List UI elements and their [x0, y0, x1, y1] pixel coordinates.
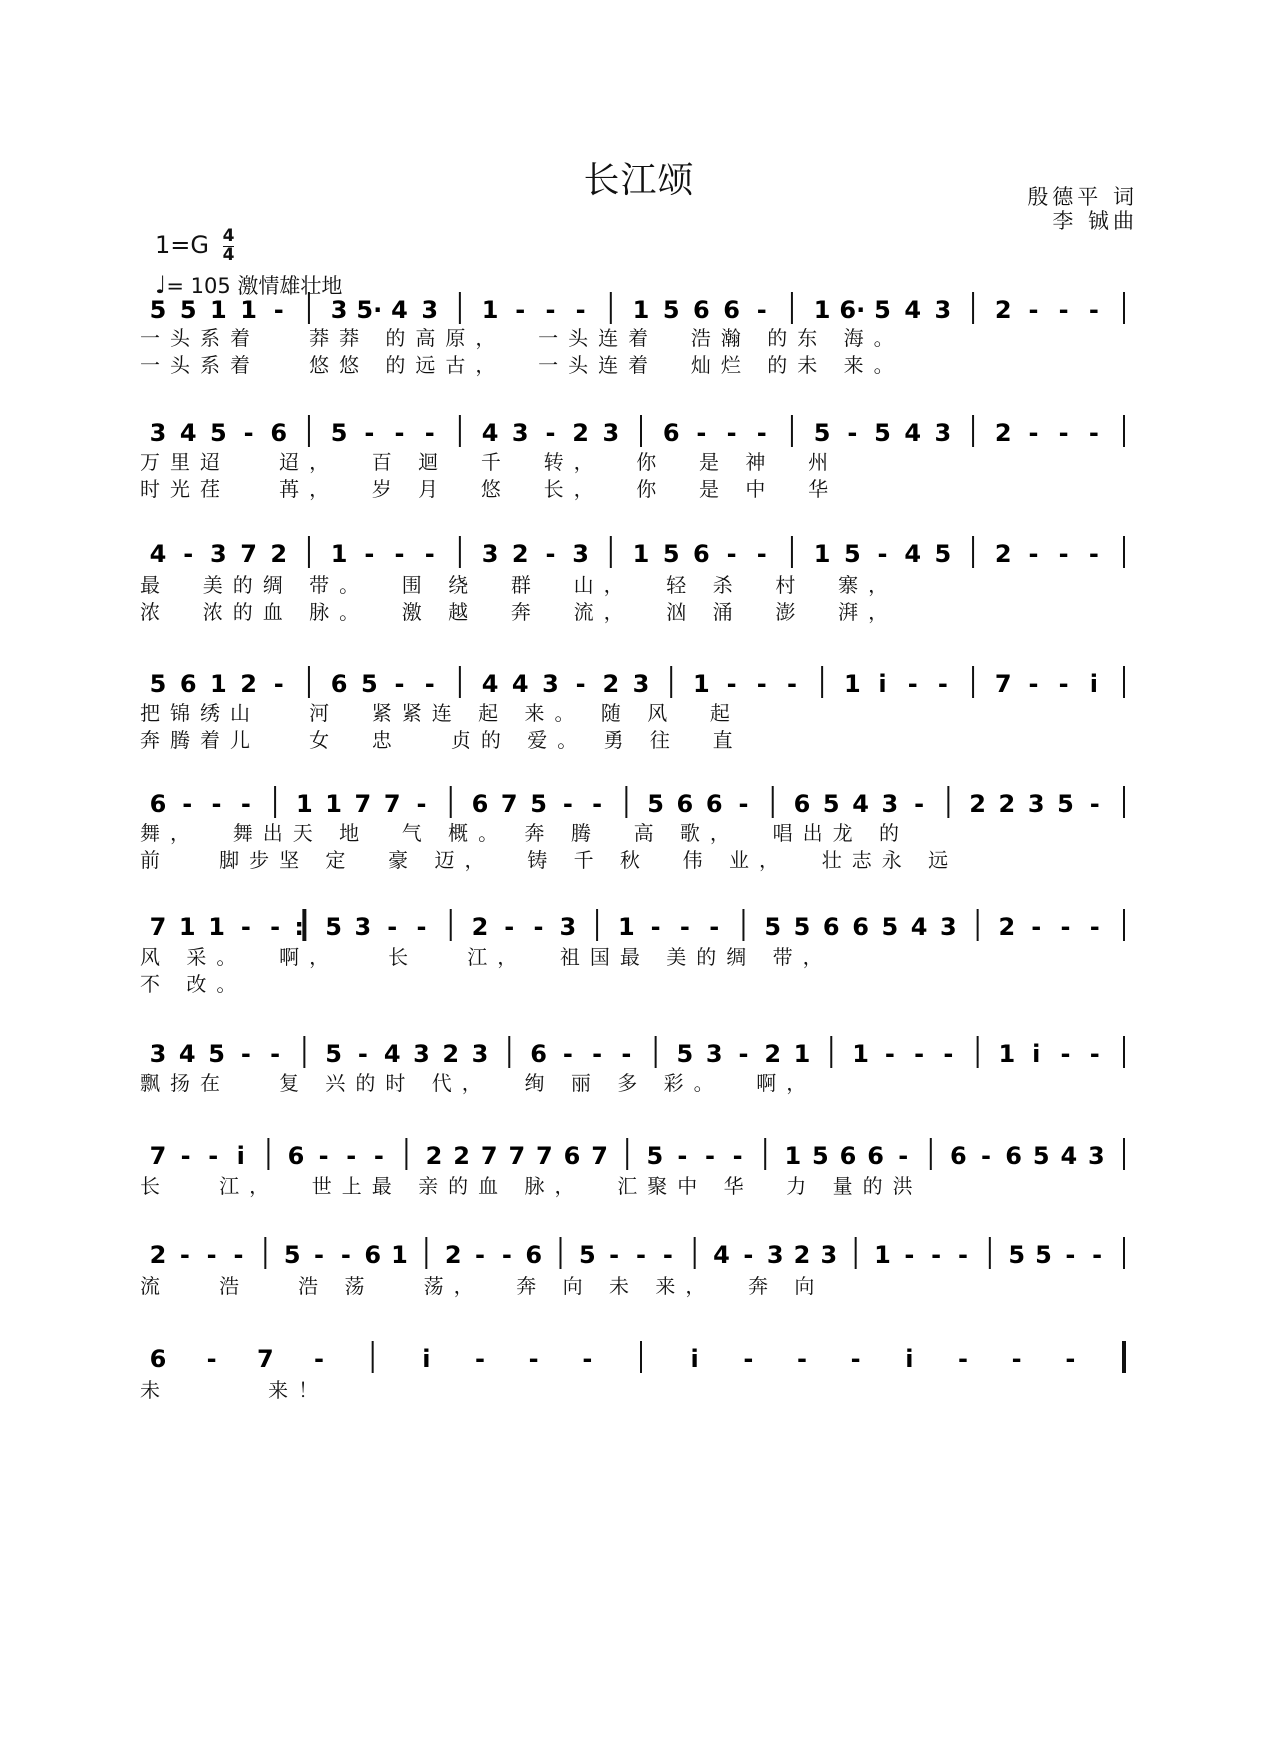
note-number: 3 [940, 913, 957, 941]
dash-hold: - [1011, 1345, 1022, 1373]
dash-hold: - [943, 1040, 954, 1068]
end-bar-mark: : [294, 913, 304, 941]
note-number: 5 [325, 913, 342, 941]
dash-hold: - [847, 419, 858, 447]
dash-hold: - [662, 1241, 673, 1269]
note-number: 2 [998, 790, 1016, 818]
lyric-line: 最 美的绸 带。 围 绕 群 山， 轻 杀 村 寨， [140, 573, 899, 597]
note-number: 6 [1005, 1142, 1022, 1170]
note-number: 6· [839, 296, 866, 324]
note-number: 6 [179, 670, 197, 698]
note-number: 1 [178, 913, 196, 941]
dash-hold: - [424, 670, 435, 698]
note-number: 6 [563, 1142, 581, 1170]
note-number: 4 [713, 1241, 730, 1269]
dash-hold: - [240, 790, 251, 818]
note-number: 5 [283, 1241, 301, 1269]
dash-hold: - [206, 1345, 217, 1373]
note-number: 1 [852, 1040, 869, 1068]
note-number: 2 [998, 913, 1016, 941]
note-number: 5 [149, 296, 167, 324]
note-number: 5 [764, 913, 782, 941]
note-number: 2 [994, 296, 1012, 324]
dash-hold: - [877, 540, 888, 568]
note-number: 1 [874, 1241, 891, 1269]
dash-hold: - [696, 419, 707, 447]
note-number: 2 [994, 540, 1012, 568]
note-number: 4 [391, 296, 408, 324]
dash-hold: - [240, 1040, 251, 1068]
note-number: 2 [471, 913, 489, 941]
dash-hold: - [424, 419, 435, 447]
lyric-line: 浓 浓的血 脉。 激 越 奔 流， 汹 涌 澎 湃， [140, 600, 899, 624]
dash-hold: - [1089, 790, 1100, 818]
note-number: 3 [559, 913, 577, 941]
dash-hold: - [726, 419, 737, 447]
dash-hold: - [1060, 1040, 1071, 1068]
dash-hold: - [743, 1345, 754, 1373]
note-number: 4 [383, 1040, 401, 1068]
note-number: 3 [210, 540, 227, 568]
note-number: 2 [444, 1241, 462, 1269]
dash-hold: - [705, 1142, 715, 1170]
note-number: 4 [852, 790, 869, 818]
note-number: 5 [1035, 1241, 1052, 1269]
note-number: 5 [647, 790, 664, 818]
note-number: 7 [536, 1142, 553, 1170]
note-number: 6 [149, 1345, 167, 1373]
note-number: 6 [693, 296, 710, 324]
note-number: 1 [618, 913, 635, 941]
dash-hold: - [914, 790, 925, 818]
note-number: 3 [705, 1040, 723, 1068]
dash-hold: - [424, 540, 435, 568]
dash-hold: - [797, 1345, 807, 1373]
lyric-line: 万里迢 迢， 百 迴 千 转， 你 是 神 州 [140, 450, 839, 474]
dash-hold: - [1088, 419, 1099, 447]
note-number: 6 [525, 1241, 543, 1269]
dash-hold: - [273, 296, 284, 324]
dash-hold: - [958, 1241, 968, 1269]
note-number: 5 [813, 419, 831, 447]
note-number: i [1089, 670, 1098, 698]
dash-hold: - [1028, 670, 1039, 698]
dash-hold: - [394, 670, 405, 698]
dash-hold: - [1088, 296, 1099, 324]
dash-hold: - [1089, 913, 1100, 941]
note-number: 5 [210, 419, 227, 447]
dash-hold: - [1058, 419, 1069, 447]
note-number: 2 [994, 419, 1012, 447]
note-number: 4 [178, 1040, 196, 1068]
dash-hold: - [180, 1142, 191, 1170]
dash-hold: - [1028, 296, 1039, 324]
note-number: 7 [591, 1142, 608, 1170]
dash-hold: - [621, 1040, 632, 1068]
note-number: 6 [270, 419, 288, 447]
dash-hold: - [1058, 540, 1069, 568]
note-number: 1 [210, 670, 227, 698]
dash-hold: - [937, 670, 948, 698]
note-number: 5 [793, 913, 811, 941]
note-number: i [236, 1142, 245, 1170]
dash-hold: - [346, 1142, 357, 1170]
dash-hold: - [243, 419, 254, 447]
note-number: 1 [813, 540, 831, 568]
note-number: 1 [843, 670, 861, 698]
note-number: 4 [910, 913, 928, 941]
note-number: 5 [662, 540, 680, 568]
note-number: 3 [413, 1040, 430, 1068]
note-number: 3 [632, 670, 650, 698]
note-number: 5 [1057, 790, 1074, 818]
note-number: 7 [240, 540, 257, 568]
note-number: 2 [149, 1241, 167, 1269]
note-number: 2 [793, 1241, 811, 1269]
dash-hold: - [528, 1345, 539, 1373]
note-number: 6 [950, 1142, 967, 1170]
dash-hold: - [726, 540, 737, 568]
note-number: 6 [471, 790, 489, 818]
dash-hold: - [732, 1142, 743, 1170]
dash-hold: - [650, 913, 661, 941]
note-number: 3 [542, 670, 559, 698]
dash-hold: - [931, 1241, 942, 1269]
note-number: 2 [442, 1040, 460, 1068]
dash-hold: - [208, 1142, 219, 1170]
note-number: 6 [149, 790, 167, 818]
note-number: 3 [1027, 790, 1045, 818]
note-number: 5 [208, 1040, 225, 1068]
dash-hold: - [609, 1241, 620, 1269]
note-number: 2 [969, 790, 986, 818]
note-number: 3 [572, 540, 589, 568]
note-number: 3 [354, 913, 372, 941]
dash-hold: - [907, 670, 918, 698]
dash-hold: - [786, 670, 797, 698]
dash-hold: - [183, 540, 194, 568]
dash-hold: - [515, 296, 526, 324]
lyric-line: 奔腾着儿 女 忠 贞的 爱。 勇 往 直 [140, 728, 743, 752]
time-signature-bottom: 4 [222, 245, 235, 265]
dash-hold: - [394, 540, 405, 568]
note-number: 3 [881, 790, 899, 818]
note-number: 7 [256, 1345, 274, 1373]
note-number: 3 [602, 419, 620, 447]
note-number: i [422, 1345, 431, 1373]
note-number: 6 [287, 1142, 305, 1170]
note-number: 5 [1032, 1142, 1050, 1170]
dash-hold: - [364, 540, 375, 568]
note-number: 6 [723, 296, 740, 324]
dash-hold: - [592, 790, 603, 818]
dash-hold: - [501, 1241, 512, 1269]
dash-hold: - [756, 540, 767, 568]
note-number: 4 [1060, 1142, 1078, 1170]
lyric-line: 把锦绣山 河 紧紧连 起 来。 随 风 起 [140, 701, 740, 725]
lyricist-credit: 殷德平 词 [1027, 185, 1138, 209]
quarter-note-icon: ♩ [155, 271, 167, 299]
note-number: 7 [149, 913, 167, 941]
note-number: 5 [822, 790, 840, 818]
note-number: 5 [646, 1142, 664, 1170]
note-number: 3 [511, 419, 529, 447]
note-number: i [690, 1345, 699, 1373]
note-number: 3 [149, 419, 167, 447]
dash-hold: - [898, 1142, 909, 1170]
note-number: 1 [325, 790, 342, 818]
note-number: 5 [578, 1241, 596, 1269]
dash-hold: - [677, 1142, 688, 1170]
lyric-line: 未 来！ [140, 1378, 329, 1402]
dash-hold: - [1031, 913, 1042, 941]
note-number: 1 [391, 1241, 408, 1269]
dash-hold: - [394, 419, 405, 447]
note-number: 3 [820, 1241, 838, 1269]
note-number: 2 [764, 1040, 782, 1068]
note-number: 7 [149, 1142, 167, 1170]
lyric-line: 前 脚步坚 定 豪 迈， 铸 千 秋 伟 业， 壮志永 远 [140, 848, 959, 872]
dash-hold: - [387, 913, 398, 941]
dash-hold: - [364, 419, 375, 447]
dash-hold: - [709, 913, 720, 941]
note-number: 3 [934, 419, 952, 447]
note-number: 7 [994, 670, 1012, 698]
note-number: 6 [330, 670, 348, 698]
note-number: 4 [481, 419, 499, 447]
dash-hold: - [373, 1142, 384, 1170]
note-number: 5· [356, 296, 383, 324]
note-number: 5 [881, 913, 899, 941]
note-number: 5 [676, 1040, 694, 1068]
note-number: 4 [904, 419, 922, 447]
note-number: i [905, 1345, 914, 1373]
dash-hold: - [756, 670, 767, 698]
dash-hold: - [211, 790, 222, 818]
dash-hold: - [575, 670, 586, 698]
note-number: 6 [839, 1142, 857, 1170]
dash-hold: - [1092, 1241, 1103, 1269]
note-number: 1 [632, 296, 650, 324]
composer-credit: 李 铖曲 [1052, 209, 1138, 233]
note-number: 1 [208, 913, 225, 941]
dash-hold: - [904, 1241, 915, 1269]
dash-hold: - [357, 1040, 368, 1068]
dash-hold: - [340, 1241, 351, 1269]
note-number: 1 [330, 540, 348, 568]
lyric-line: 长 江， 世上最 亲的血 脉， 汇聚中 华 力 量的洪 [140, 1174, 923, 1198]
dash-hold: - [981, 1142, 991, 1170]
note-number: 3 [481, 540, 499, 568]
dash-hold: - [182, 790, 193, 818]
dash-hold: - [1088, 540, 1099, 568]
note-number: 6 [705, 790, 723, 818]
dash-hold: - [545, 296, 556, 324]
note-number: 2 [572, 419, 589, 447]
dash-hold: - [475, 1241, 485, 1269]
dash-hold: - [545, 540, 556, 568]
note-number: 7 [480, 1142, 498, 1170]
lyric-line: 不 改。 [140, 972, 247, 996]
dash-hold: - [240, 913, 251, 941]
note-number: 6 [867, 1142, 884, 1170]
note-number: 7 [500, 790, 518, 818]
note-number: 5 [330, 419, 348, 447]
dash-hold: - [592, 1040, 603, 1068]
dash-hold: - [1065, 1241, 1076, 1269]
dash-hold: - [273, 670, 284, 698]
note-number: 7 [354, 790, 372, 818]
dash-hold: - [850, 1345, 861, 1373]
note-number: 5 [149, 670, 167, 698]
dash-hold: - [533, 913, 544, 941]
note-number: 5 [325, 1040, 342, 1068]
lyric-line: 一头系着 莽莽 的高原， 一头连着 浩瀚 的东 海。 [140, 326, 904, 350]
note-number: 5 [812, 1142, 829, 1170]
note-number: 4 [481, 670, 499, 698]
lyric-line: 飘扬在 复 兴的时 代， 绚 丽 多 彩。 啊， [140, 1071, 817, 1095]
lyric-line: 风 采。 啊， 长 江， 祖国最 美的绸 带， [140, 945, 833, 969]
dash-hold: - [738, 1040, 749, 1068]
note-number: 3 [421, 296, 439, 324]
dash-hold: - [475, 1345, 485, 1373]
time-signature-top: 4 [222, 226, 235, 246]
note-number: 1 [793, 1040, 811, 1068]
note-number: 6 [530, 1040, 547, 1068]
dash-hold: - [1058, 296, 1069, 324]
note-number: 6 [364, 1241, 382, 1269]
note-number: 3 [934, 296, 952, 324]
dash-hold: - [416, 913, 427, 941]
note-number: 1 [813, 296, 831, 324]
note-number: 2 [270, 540, 288, 568]
note-number: 3 [766, 1241, 784, 1269]
note-number: 7 [383, 790, 401, 818]
note-number: 4 [904, 540, 922, 568]
dash-hold: - [738, 790, 749, 818]
dash-hold: - [562, 790, 573, 818]
note-number: 1 [240, 296, 257, 324]
dash-hold: - [1060, 913, 1071, 941]
note-number: 4 [511, 670, 529, 698]
note-number: 5 [360, 670, 378, 698]
note-number: 5 [843, 540, 861, 568]
note-number: 5 [662, 296, 680, 324]
note-number: 2 [240, 670, 257, 698]
dash-hold: - [314, 1241, 324, 1269]
note-number: 5 [934, 540, 952, 568]
note-number: 3 [471, 1040, 489, 1068]
note-number: 5 [874, 296, 891, 324]
dash-hold: - [756, 296, 767, 324]
dash-hold: - [270, 1040, 281, 1068]
dash-hold: - [545, 419, 556, 447]
dash-hold: - [884, 1040, 895, 1068]
note-number: 3 [1088, 1142, 1105, 1170]
note-number: 3 [330, 296, 348, 324]
dash-hold: - [179, 1241, 190, 1269]
dash-hold: - [1028, 540, 1039, 568]
tempo-text: = 105 激情雄壮地 [166, 274, 343, 298]
dash-hold: - [636, 1241, 646, 1269]
note-number: 6 [793, 790, 811, 818]
lyric-line: 舞， 舞出天 地 气 概。 奔 腾 高 歌， 唱出龙 的 [140, 821, 910, 845]
note-number: 1 [784, 1142, 802, 1170]
note-number: i [1032, 1040, 1041, 1068]
dash-hold: - [756, 419, 767, 447]
note-number: 2 [602, 670, 620, 698]
dash-hold: - [1065, 1345, 1076, 1373]
note-number: 1 [693, 670, 710, 698]
note-number: 5 [530, 790, 547, 818]
note-number: 3 [149, 1040, 167, 1068]
dash-hold: - [504, 913, 515, 941]
dash-hold: - [743, 1241, 754, 1269]
dash-hold: - [679, 913, 690, 941]
song-title: 长江颂 [583, 160, 695, 201]
dash-hold: - [1028, 419, 1039, 447]
dash-hold: - [314, 1345, 324, 1373]
note-number: 2 [425, 1142, 443, 1170]
key-label: 1=G [155, 231, 209, 259]
dash-hold: - [1058, 670, 1069, 698]
note-number: 7 [508, 1142, 526, 1170]
dash-hold: - [914, 1040, 925, 1068]
note-number: i [878, 670, 887, 698]
note-number: 6 [822, 913, 840, 941]
dash-hold: - [726, 670, 737, 698]
dash-hold: - [1089, 1040, 1100, 1068]
lyric-line: 一头系着 悠悠 的远古， 一头连着 灿烂 的未 来。 [140, 353, 904, 377]
note-number: 2 [453, 1142, 470, 1170]
note-number: 6 [662, 419, 680, 447]
note-number: 1 [210, 296, 227, 324]
dash-hold: - [416, 790, 427, 818]
dash-hold: - [233, 1241, 244, 1269]
note-number: 1 [481, 296, 499, 324]
note-number: 4 [179, 419, 197, 447]
lyric-line: 流 浩 浩 荡 荡， 奔 向 未 来， 奔 向 [140, 1274, 825, 1298]
note-number: 5 [179, 296, 197, 324]
note-number: 4 [904, 296, 922, 324]
dash-hold: - [318, 1142, 329, 1170]
note-number: 6 [693, 540, 710, 568]
note-number: 2 [511, 540, 529, 568]
note-number: 1 [632, 540, 650, 568]
dash-hold: - [582, 1345, 593, 1373]
dash-hold: - [562, 1040, 573, 1068]
dash-hold: - [270, 913, 281, 941]
lyric-line: 时光荏 苒， 岁 月 悠 长， 你 是 中 华 [140, 477, 839, 501]
note-number: 1 [296, 790, 313, 818]
dash-hold: - [958, 1345, 968, 1373]
note-number: 6 [852, 913, 869, 941]
note-number: 5 [874, 419, 891, 447]
note-number: 6 [676, 790, 694, 818]
note-number: 5 [1008, 1241, 1026, 1269]
note-number: 4 [149, 540, 167, 568]
dash-hold: - [575, 296, 586, 324]
note-number: 1 [998, 1040, 1016, 1068]
dash-hold: - [206, 1241, 217, 1269]
